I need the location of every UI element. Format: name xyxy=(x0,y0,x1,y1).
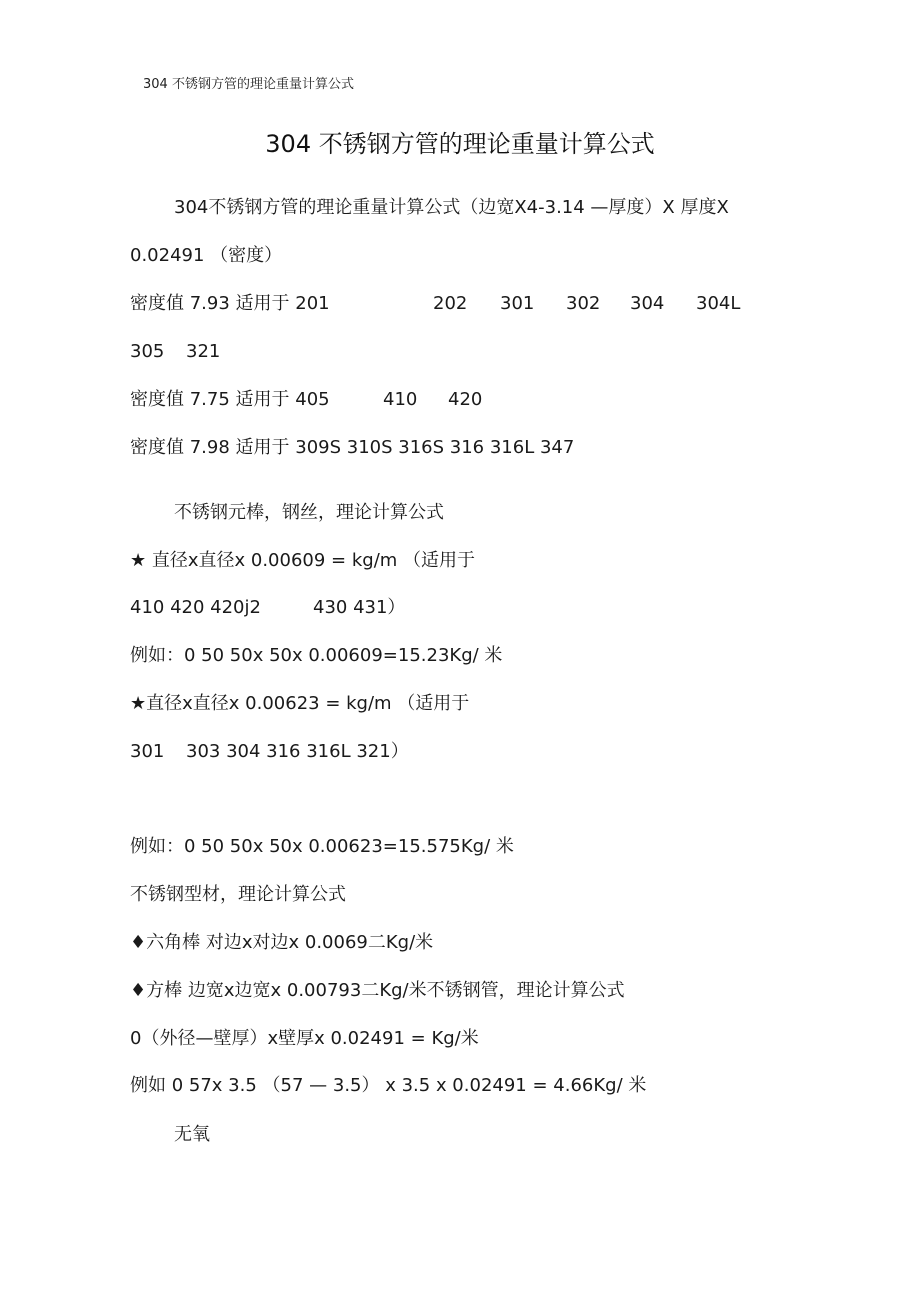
bar-section-heading: 不锈钢元棒，钢丝，理论计算公式 xyxy=(174,502,444,523)
density-1-grade: 202 xyxy=(433,293,468,314)
trailing-text: 无氧 xyxy=(174,1124,210,1145)
bar-formula-2: ★直径x直径x 0.00623 = kg/m （适用于 xyxy=(130,693,470,714)
density-2-label: 密度值 7.75 适用于 405 xyxy=(130,389,330,410)
formula-line-1: 304不锈钢方管的理论重量计算公式（边宽Ⅹ4-3.14 —厚度）Ⅹ 厚度Ⅹ xyxy=(174,197,729,218)
pipe-example: 例如 0 57x 3.5 （57 — 3.5） x 3.5 x 0.02491 = 4.66Kg/ 米 xyxy=(130,1075,647,1096)
density-1-grade-continued: 321 xyxy=(186,341,221,362)
density-2-grade: 410 xyxy=(383,389,418,410)
running-header: 304 不锈钢方管的理论重量计算公式 xyxy=(143,77,354,92)
density-1-label: 密度值 7.93 适用于 201 xyxy=(130,293,330,314)
pipe-formula: 0（外径—壁厚）x壁厚x 0.02491 = Kg/米 xyxy=(130,1028,479,1049)
density-1-grade: 302 xyxy=(566,293,601,314)
formula-line-2: 0.02491 （密度） xyxy=(130,245,283,266)
density-1-grade: 304 xyxy=(630,293,665,314)
density-1-grade-continued: 305 xyxy=(130,341,165,362)
density-2-grade: 420 xyxy=(448,389,483,410)
square-bar-formula: ♦方棒 边宽x边宽x 0.00793二Kg/米不锈钢管，理论计算公式 xyxy=(130,980,625,1001)
page-title: 304 不锈钢方管的理论重量计算公式 xyxy=(265,130,655,158)
bar-formula-1-grades: 430 431） xyxy=(313,597,406,618)
example-1: 例如：0 50 50x 50x 0.00609=15.23Kg/ 米 xyxy=(130,645,503,666)
bar-formula-2-grades: 303 304 316 316L 321） xyxy=(186,741,409,762)
profile-heading: 不锈钢型材，理论计算公式 xyxy=(130,884,346,905)
density-3-label: 密度值 7.98 适用于 309S 310S 316S 316 316L 347 xyxy=(130,437,575,458)
bar-formula-2-grades: 301 xyxy=(130,741,165,762)
hex-bar-formula: ♦六角棒 对边x对边x 0.0069二Kg/米 xyxy=(130,932,434,953)
bar-formula-1: ★ 直径x直径x 0.00609 = kg/m （适用于 xyxy=(130,550,476,571)
density-1-grade: 304L xyxy=(696,293,741,314)
bar-formula-1-grades: 410 420 420j2 xyxy=(130,597,261,618)
density-1-grade: 301 xyxy=(500,293,535,314)
example-2: 例如：0 50 50x 50x 0.00623=15.575Kg/ 米 xyxy=(130,836,514,857)
